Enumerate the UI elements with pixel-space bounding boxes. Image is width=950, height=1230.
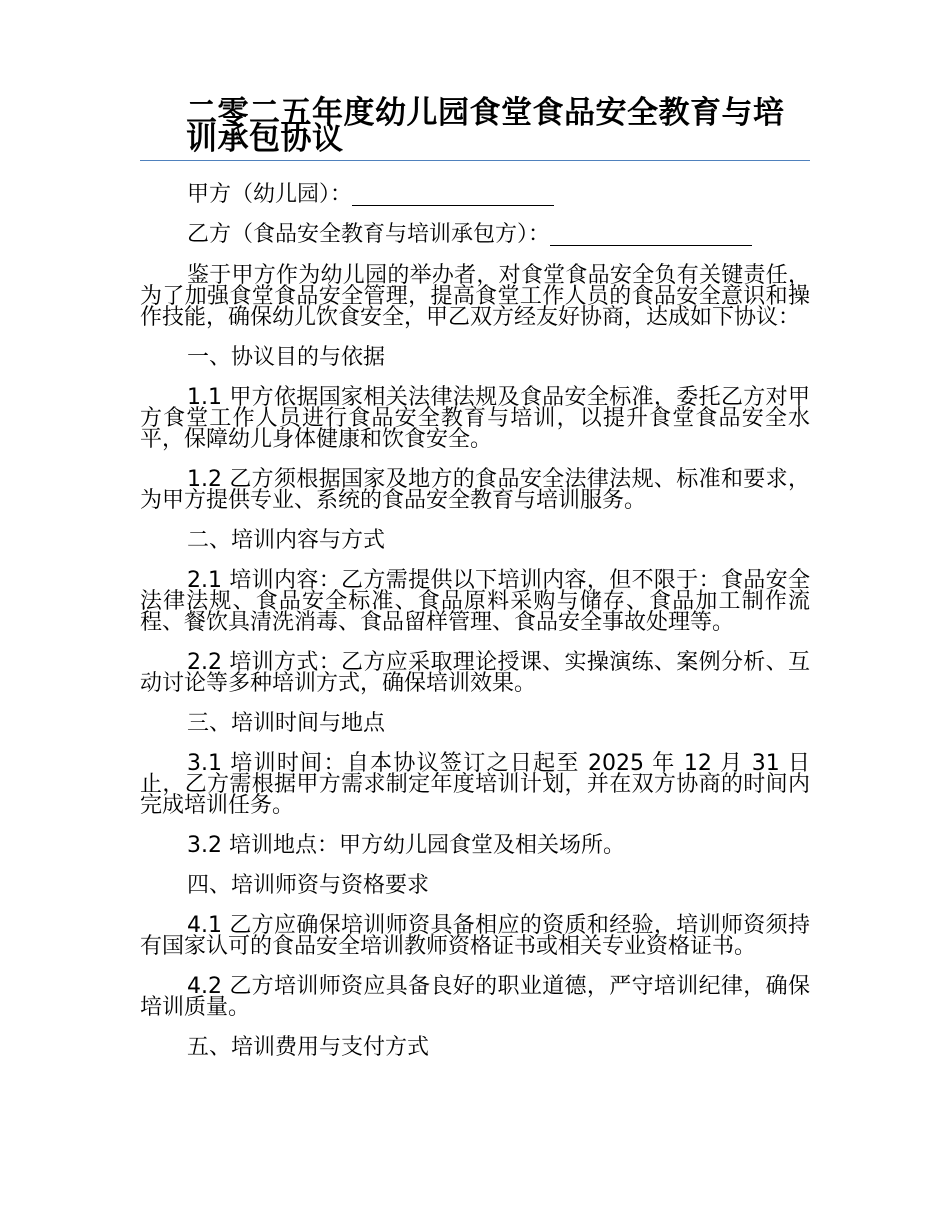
section-1-heading: 一、协议目的与依据 [187, 345, 386, 370]
intro-paragraph: 鉴于甲方作为幼儿园的举办者，对食堂食品安全负有关键责任，为了加强食堂食品安全管理，提高食堂工作人员的食品安全意识和操作技能，确保幼儿饮食安全，甲乙双方经友好协商，达成如下协议： [140, 263, 810, 330]
clause-4-2: 4.2 乙方培训师资应具备良好的职业道德，严守培训纪律，确保培训质量。 [140, 974, 810, 1020]
party-b-blank [550, 224, 752, 246]
clause-2-1: 2.1 培训内容：乙方需提供以下培训内容，但不限于：食品安全法律法规、食品安全标准、食品原料采购与储存、食品加工制作流程、餐饮具清洗消毒、食品留样管理、食品安全事故处理等。 [140, 568, 810, 635]
section-3-heading: 三、培训时间与地点 [187, 711, 386, 736]
section-5-heading: 五、培训费用与支付方式 [187, 1035, 430, 1060]
title-underline [140, 160, 810, 161]
clause-4-1: 4.1 乙方应确保培训师资具备相应的资质和经验，培训师资须持有国家认可的食品安全培训教师资格证书或相关专业资格证书。 [140, 913, 810, 959]
party-a-label: 甲方（幼儿园）： [187, 182, 353, 207]
party-b-label: 乙方（食品安全教育与培训承包方）： [187, 222, 551, 247]
clause-2-2: 2.2 培训方式：乙方应采取理论授课、实操演练、案例分析、互动讨论等多种培训方式，确保培训效果。 [140, 650, 810, 696]
party-b-line [140, 224, 810, 246]
clause-3-2: 3.2 培训地点：甲方幼儿园食堂及相关场所。 [187, 833, 625, 858]
clause-3-1: 3.1 培训时间：自本协议签订之日起至 2025 年 12 月 31 日止，乙方需根据甲方需求制定年度培训计划，并在双方协商的时间内完成培训任务。 [140, 751, 810, 818]
clause-1-2: 1.2 乙方须根据国家及地方的食品安全法律法规、标准和要求，为甲方提供专业、系统的食品安全教育与培训服务。 [140, 467, 810, 513]
section-2-heading: 二、培训内容与方式 [187, 528, 386, 553]
section-4-heading: 四、培训师资与资格要求 [187, 873, 430, 898]
party-a-blank [352, 184, 554, 206]
clause-1-1: 1.1 甲方依据国家相关法律法规及食品安全标准，委托乙方对甲方食堂工作人员进行食品安全教育与培训，以提升食堂食品安全水平，保障幼儿身体健康和饮食安全。 [140, 385, 810, 452]
document-page [140, 95, 810, 1060]
document-title: 二零二五年度幼儿园食堂食品安全教育与培训承包协议 [186, 95, 785, 157]
party-a-line [140, 184, 810, 206]
